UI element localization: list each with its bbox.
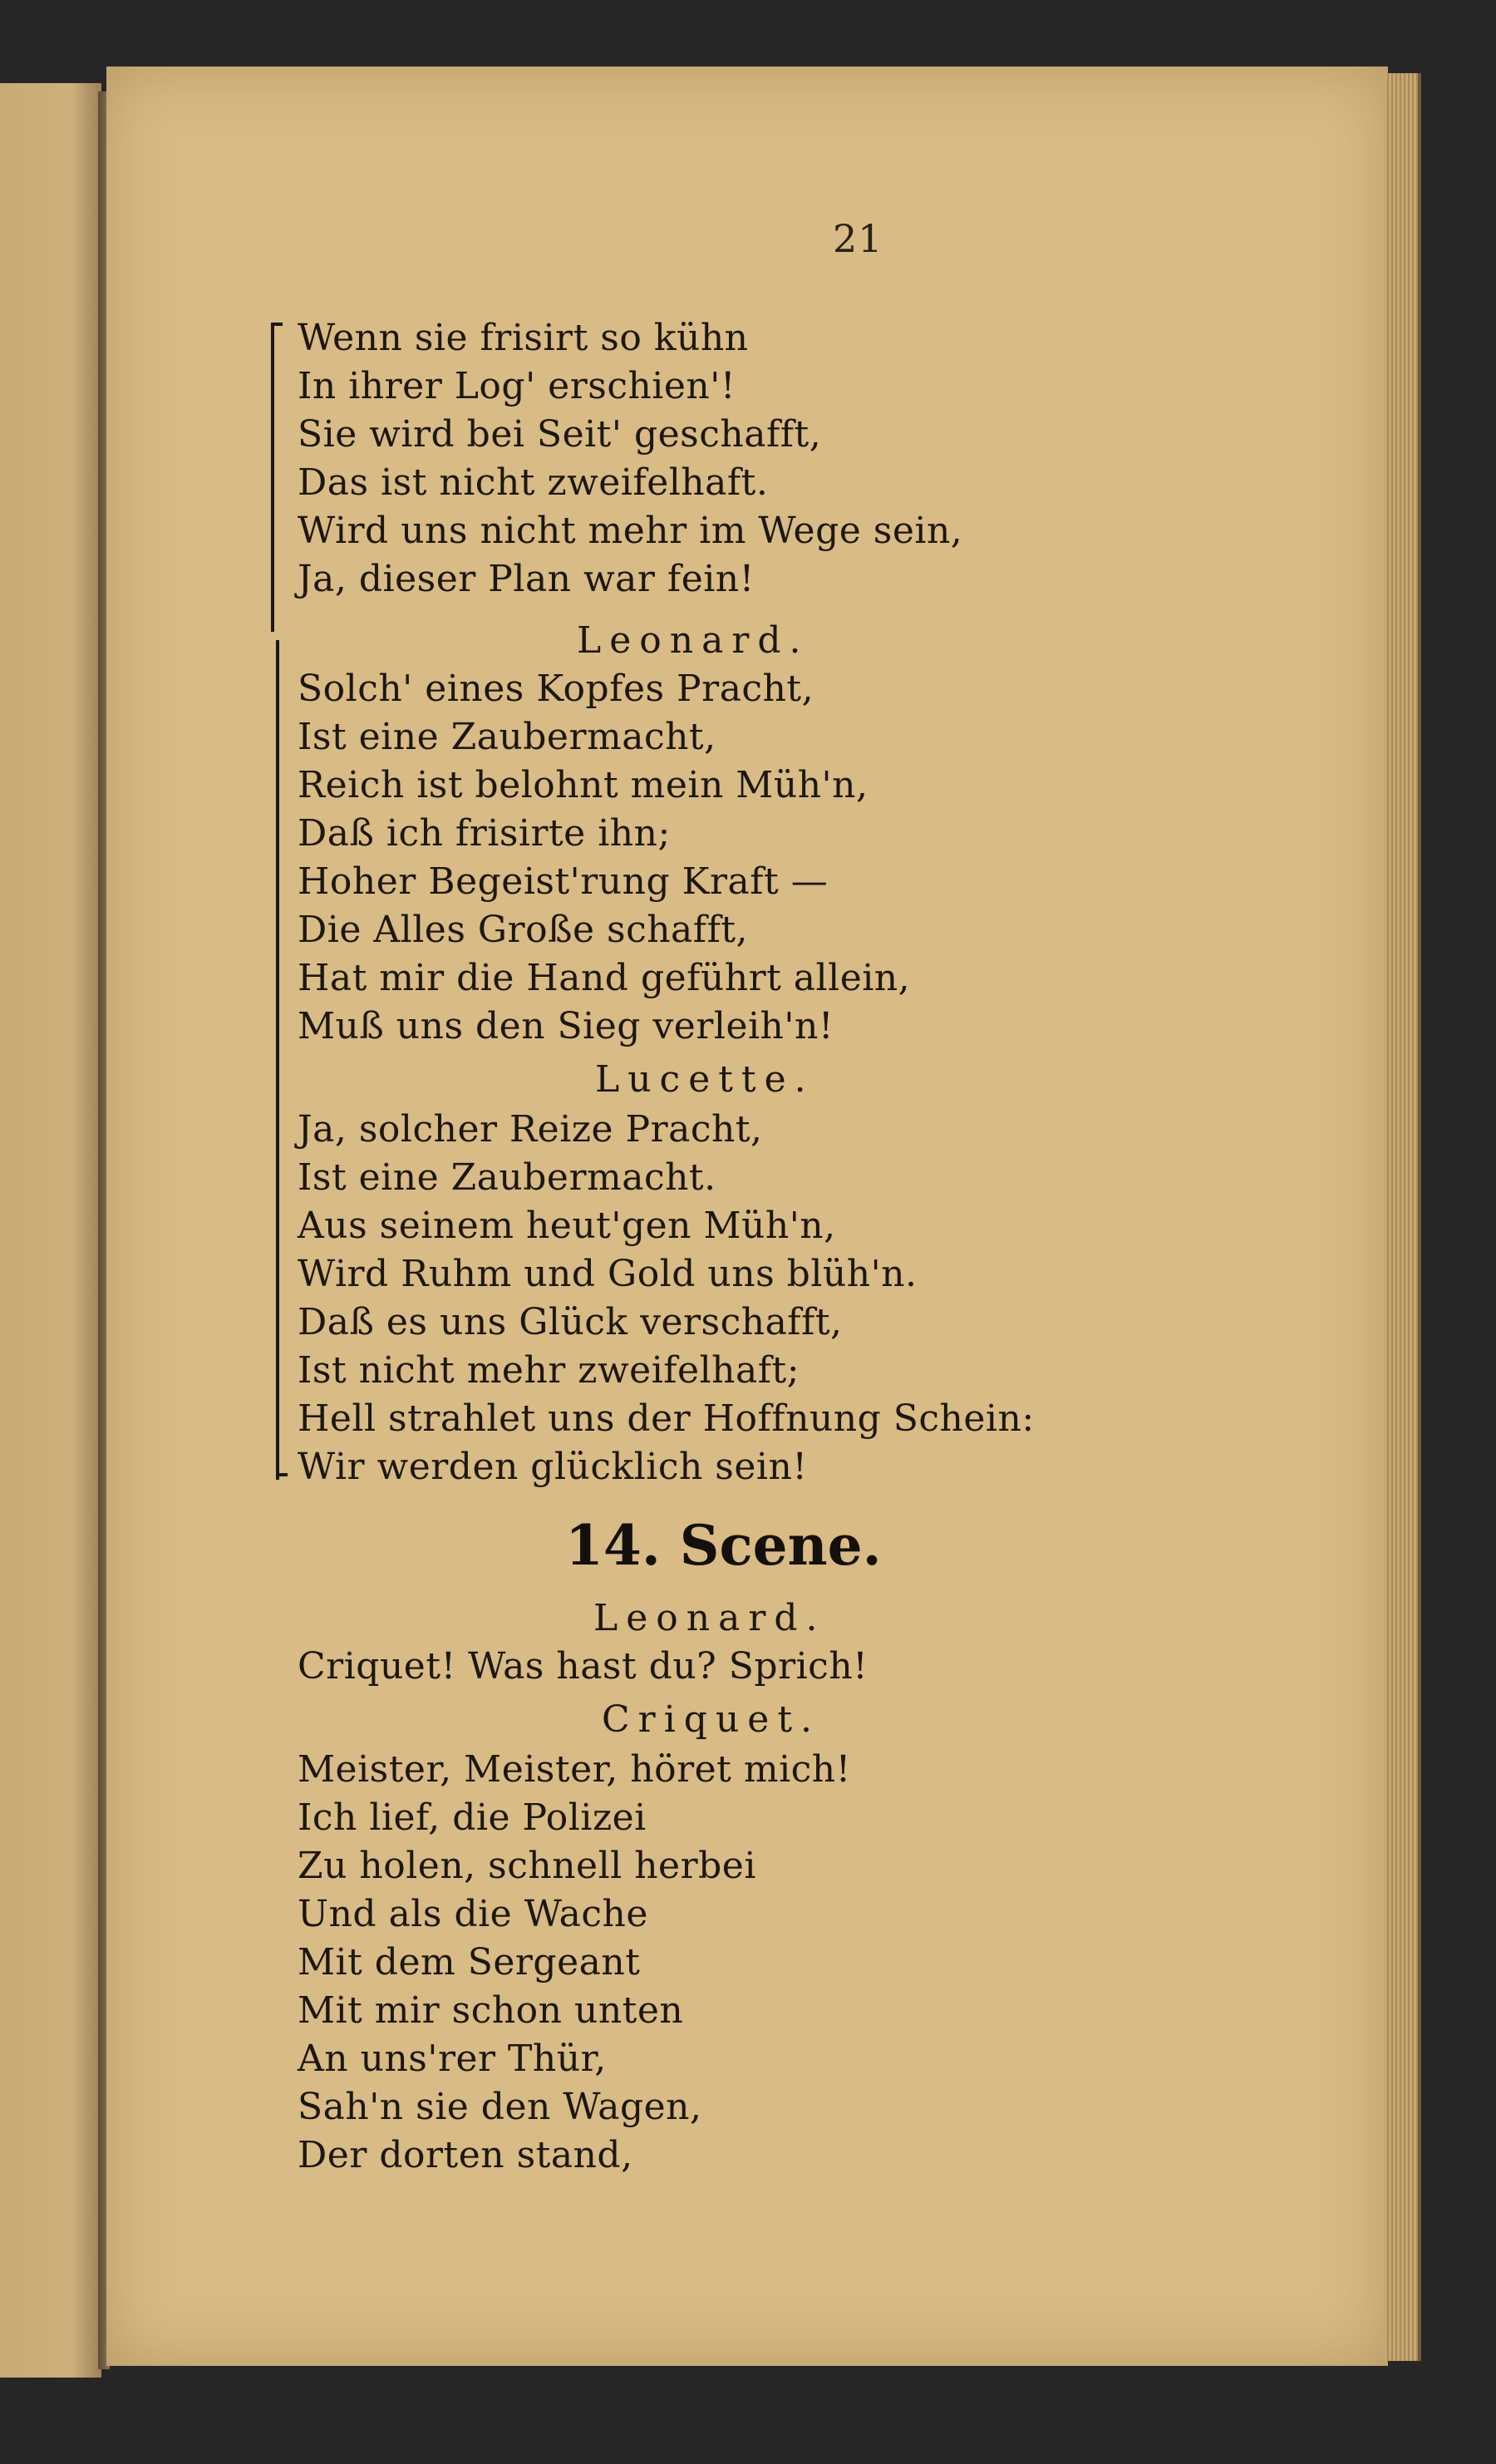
verse-line: Criquet! Was hast du? Sprich! (298, 1645, 869, 1688)
verse-line: Meister, Meister, höret mich! (298, 1748, 851, 1791)
verse-line: Sah'n sie den Wagen, (298, 2086, 702, 2128)
verse-line: Sie wird bei Seit' geschafft, (298, 413, 822, 456)
verse-line: Ja, solcher Reize Pracht, (298, 1108, 763, 1151)
verse-line: Hell strahlet uns der Hoffnung Schein: (298, 1397, 1035, 1440)
verse-line: Daß ich frisirte ihn; (298, 812, 671, 855)
page-stack-edge (1385, 73, 1421, 2361)
speaker-name: Leonard. (577, 619, 810, 662)
bracket-cap (276, 1473, 288, 1476)
verse-line: Ist eine Zaubermacht. (298, 1156, 716, 1199)
bracket-cap (271, 323, 283, 326)
verse-line: Und als die Wache (298, 1893, 648, 1935)
verse-line: Mit mir schon unten (298, 1989, 684, 2032)
verse-line: Der dorten stand, (298, 2134, 633, 2176)
speaker-name: Leonard. (593, 1597, 826, 1639)
verse-line: An uns'rer Thür, (298, 2038, 607, 2080)
speaker-name: Lucette. (595, 1058, 814, 1101)
page-text (185, 0, 1298, 2211)
verse-line: Ist eine Zaubermacht, (298, 716, 716, 758)
verse-line: Wird Ruhm und Gold uns blüh'n. (298, 1253, 918, 1295)
verse-line: Muß uns den Sieg verleih'n! (298, 1005, 834, 1047)
verse-line: Aus seinem heut'gen Müh'n, (298, 1205, 836, 1247)
verse-line: Ja, dieser Plan war fein! (298, 558, 755, 600)
verse-line: Wird uns nicht mehr im Wege sein, (298, 510, 963, 552)
page-number: 21 (833, 216, 883, 261)
scene-heading: 14. Scene. (565, 1513, 882, 1578)
verse-line: In ihrer Log' erschien'! (298, 365, 736, 407)
verse-line: Daß es uns Glück verschafft, (298, 1301, 843, 1343)
verse-line: Reich ist belohnt mein Müh'n, (298, 764, 869, 806)
left-page-edge (0, 83, 101, 2378)
verse-line: Das ist nicht zweifelhaft. (298, 461, 769, 504)
verse-line: Wir werden glücklich sein! (298, 1446, 808, 1488)
verse-line: Wenn sie frisirt so kühn (298, 317, 749, 359)
verse-line: Ist nicht mehr zweifelhaft; (298, 1349, 800, 1392)
verse-line: Zu holen, schnell herbei (298, 1845, 756, 1887)
verse-line: Mit dem Sergeant (298, 1941, 641, 1984)
verse-line: Hoher Begeist'rung Kraft — (298, 860, 829, 903)
verse-line: Ich lief, die Polizei (298, 1796, 647, 1839)
bracket-left-2 (276, 640, 279, 1480)
verse-line: Hat mir die Hand geführt allein, (298, 957, 911, 999)
bracket-left-1 (271, 323, 274, 632)
speaker-name: Criquet. (602, 1698, 820, 1741)
verse-line: Die Alles Große schafft, (298, 909, 749, 951)
verse-line: Solch' eines Kopfes Pracht, (298, 668, 814, 710)
